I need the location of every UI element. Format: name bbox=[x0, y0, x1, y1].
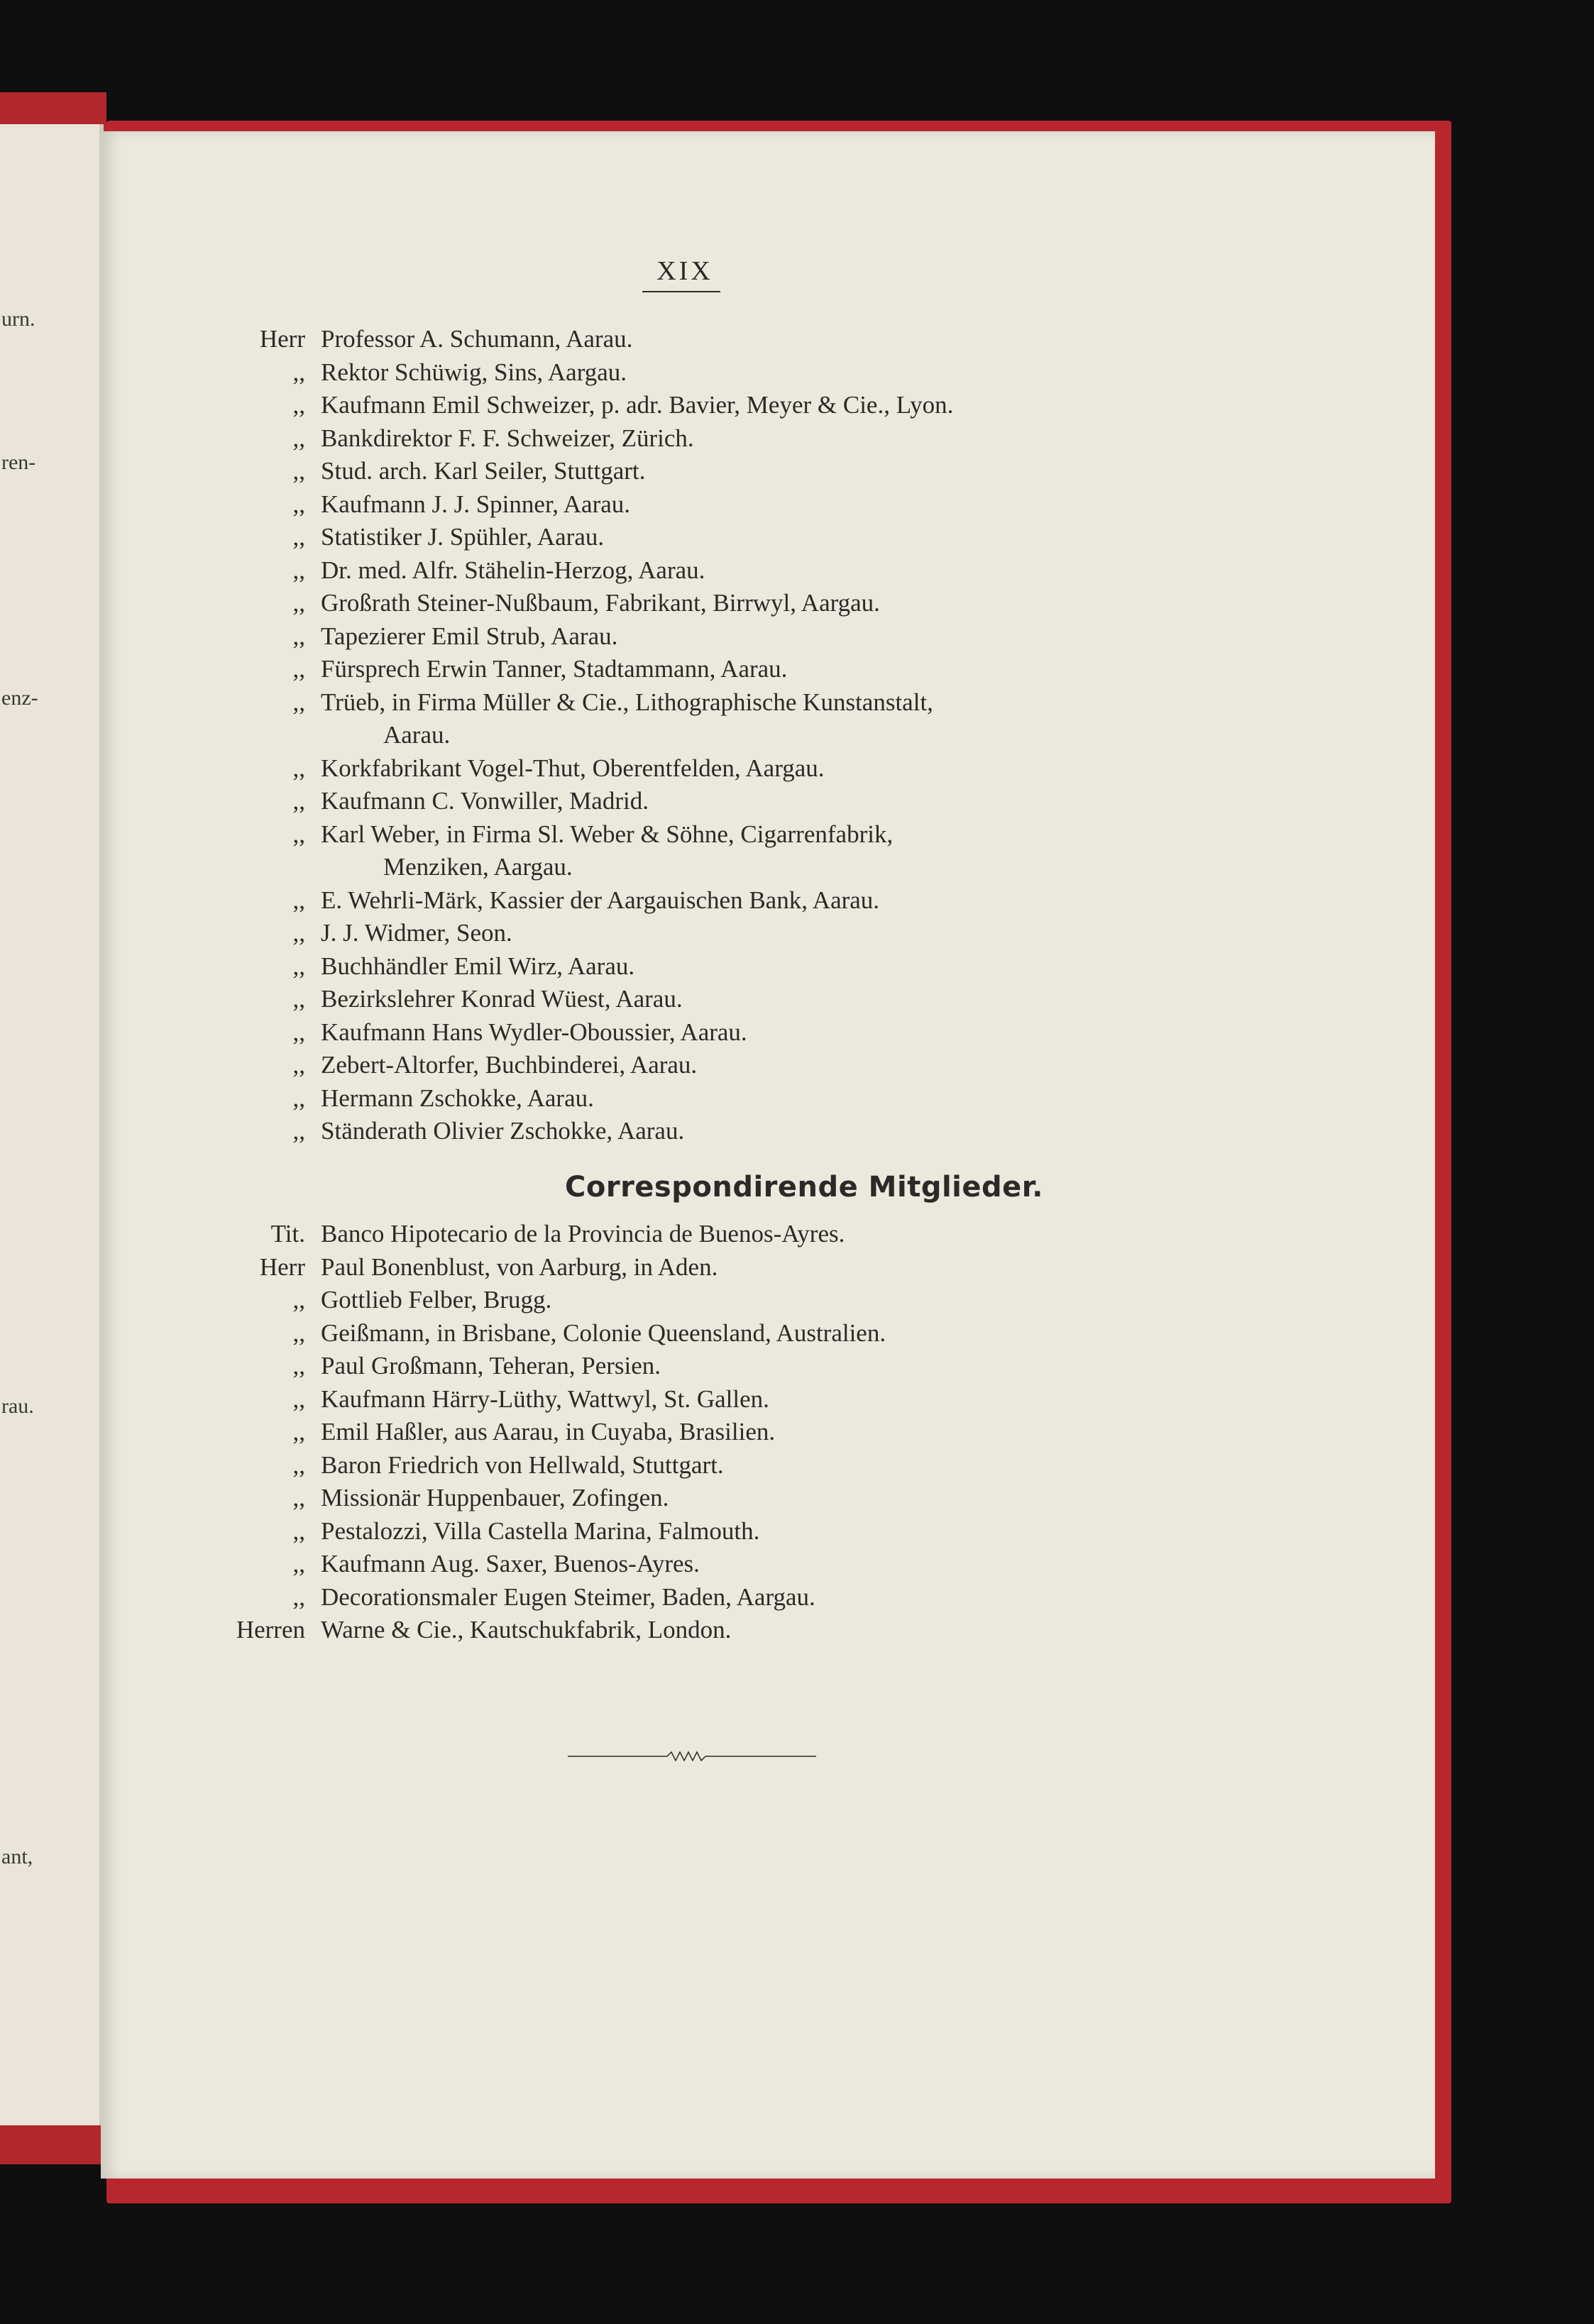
member-entry: Ständerath Olivier Zschokke, Aarau. bbox=[321, 1117, 685, 1145]
list-item bbox=[0, 1284, 1594, 1317]
list-item bbox=[0, 1416, 1594, 1449]
list-item bbox=[0, 851, 1594, 884]
member-entry: Kaufmann J. J. Spinner, Aarau. bbox=[321, 490, 631, 518]
member-entry: Geißmann, in Brisbane, Colonie Queensland, Australien. bbox=[321, 1318, 886, 1347]
members-list bbox=[0, 323, 1594, 1148]
member-title: ,, bbox=[292, 1352, 305, 1379]
member-entry: Decorationsmaler Eugen Steimer, Baden, Aargau. bbox=[321, 1582, 815, 1611]
list-item bbox=[0, 1515, 1594, 1548]
member-entry: E. Wehrli-Märk, Kassier der Aargauischen Bank, Aarau. bbox=[321, 886, 880, 914]
member-entry: Tapezierer Emil Strub, Aarau. bbox=[321, 622, 618, 650]
member-title: ,, bbox=[292, 589, 305, 617]
member-entry: Kaufmann Hans Wydler-Oboussier, Aarau. bbox=[321, 1018, 747, 1046]
member-entry: Stud. arch. Karl Seiler, Stuttgart. bbox=[321, 457, 646, 485]
member-title: ,, bbox=[292, 1516, 305, 1545]
member-title: ,, bbox=[292, 622, 305, 650]
member-entry: Baron Friedrich von Hellwald, Stuttgart. bbox=[321, 1450, 724, 1479]
member-entry: J. J. Widmer, Seon. bbox=[321, 919, 512, 947]
member-entry: Hermann Zschokke, Aarau. bbox=[321, 1084, 594, 1112]
page-number-underline bbox=[642, 291, 720, 292]
member-title: ,, bbox=[292, 1582, 305, 1611]
list-item bbox=[0, 389, 1594, 422]
member-title: ,, bbox=[292, 1450, 305, 1479]
member-entry: Gottlieb Felber, Brugg. bbox=[321, 1286, 552, 1314]
member-title: ,, bbox=[292, 1286, 305, 1314]
list-item bbox=[0, 1581, 1594, 1614]
member-title: ,, bbox=[292, 655, 305, 683]
member-entry: Kaufmann Emil Schweizer, p. adr. Bavier, Meyer & Cie., Lyon. bbox=[321, 391, 954, 419]
member-title: Tit. bbox=[270, 1220, 305, 1248]
member-title: ,, bbox=[292, 820, 305, 848]
member-entry: Korkfabrikant Vogel-Thut, Oberentfelden, Aargau. bbox=[321, 754, 825, 782]
list-item bbox=[0, 1218, 1594, 1251]
member-title: ,, bbox=[292, 424, 305, 452]
list-item bbox=[0, 1016, 1594, 1050]
member-title: ,, bbox=[292, 787, 305, 815]
member-title: ,, bbox=[292, 754, 305, 782]
left-page-fragment: ren- bbox=[1, 451, 36, 474]
member-title: ,, bbox=[292, 556, 305, 584]
member-title: ,, bbox=[292, 1018, 305, 1046]
member-title: ,, bbox=[292, 1051, 305, 1079]
member-title: ,, bbox=[292, 919, 305, 947]
member-title: ,, bbox=[292, 1318, 305, 1347]
member-entry: Kaufmann Aug. Saxer, Buenos-Ayres. bbox=[321, 1550, 700, 1577]
member-entry: Großrath Steiner-Nußbaum, Fabrikant, Birrwyl, Aargau. bbox=[321, 589, 880, 617]
member-entry: Trüeb, in Firma Müller & Cie., Lithographische Kunstanstalt, bbox=[321, 688, 933, 716]
list-item bbox=[0, 686, 1594, 720]
list-item bbox=[0, 1482, 1594, 1515]
list-item bbox=[0, 653, 1594, 686]
list-item bbox=[0, 488, 1594, 522]
list-item bbox=[0, 785, 1594, 818]
list-item bbox=[0, 1049, 1594, 1082]
page-number: XIX bbox=[656, 256, 713, 286]
member-entry: Rektor Schüwig, Sins, Aargau. bbox=[321, 358, 627, 386]
member-title: ,, bbox=[292, 391, 305, 419]
member-entry: Buchhändler Emil Wirz, Aarau. bbox=[321, 952, 635, 980]
member-title: ,, bbox=[292, 457, 305, 485]
list-item bbox=[0, 356, 1594, 390]
list-item bbox=[0, 587, 1594, 620]
member-entry: Professor A. Schumann, Aarau. bbox=[321, 325, 633, 353]
list-item bbox=[0, 1614, 1594, 1647]
list-item bbox=[0, 554, 1594, 588]
left-page-fragment: urn. bbox=[1, 307, 35, 331]
member-title: ,, bbox=[292, 1484, 305, 1511]
member-entry: Zebert-Altorfer, Buchbinderei, Aarau. bbox=[321, 1051, 698, 1079]
member-entry: Kaufmann Härry-Lüthy, Wattwyl, St. Gallen. bbox=[321, 1384, 769, 1413]
member-entry: Emil Haßler, aus Aarau, in Cuyaba, Brasilien. bbox=[321, 1418, 776, 1445]
member-entry: Dr. med. Alfr. Stähelin-Herzog, Aarau. bbox=[321, 556, 705, 584]
list-item bbox=[0, 455, 1594, 488]
list-item bbox=[0, 1350, 1594, 1383]
member-title: Herr bbox=[259, 325, 305, 353]
member-entry: Paul Bonenblust, von Aarburg, in Aden. bbox=[321, 1252, 718, 1281]
list-item bbox=[0, 323, 1594, 356]
member-title: ,, bbox=[292, 490, 305, 518]
member-entry: Banco Hipotecario de la Provincia de Buenos-Ayres. bbox=[321, 1220, 845, 1248]
list-item bbox=[0, 1548, 1594, 1581]
list-item bbox=[0, 422, 1594, 456]
end-ornament bbox=[568, 1746, 816, 1767]
list-item bbox=[0, 752, 1594, 786]
list-item bbox=[0, 1317, 1594, 1350]
member-title: Herr bbox=[259, 1252, 305, 1281]
list-item bbox=[0, 1082, 1594, 1116]
member-entry: Missionär Huppenbauer, Zofingen. bbox=[321, 1484, 669, 1511]
corresponding-members-list bbox=[0, 1218, 1594, 1647]
list-item bbox=[0, 1115, 1594, 1148]
member-entry: Bankdirektor F. F. Schweizer, Zürich. bbox=[321, 424, 694, 452]
member-entry: Karl Weber, in Firma Sl. Weber & Söhne, Cigarrenfabrik, bbox=[321, 820, 894, 848]
member-title: ,, bbox=[292, 985, 305, 1013]
list-item bbox=[0, 1251, 1594, 1284]
left-page-fragment: rau. bbox=[1, 1394, 34, 1418]
member-entry: Statistiker J. Spühler, Aarau. bbox=[321, 523, 605, 551]
member-title: ,, bbox=[292, 358, 305, 386]
section-heading: Correspondirende Mitglieder. bbox=[565, 1171, 1043, 1204]
list-item bbox=[0, 884, 1594, 918]
member-entry: Aarau. bbox=[383, 721, 451, 749]
member-title: ,, bbox=[292, 1117, 305, 1145]
list-item bbox=[0, 950, 1594, 984]
member-title: ,, bbox=[292, 886, 305, 914]
left-page-fragment: ant, bbox=[1, 1845, 33, 1868]
member-entry: Warne & Cie., Kautschukfabrik, London. bbox=[321, 1616, 732, 1643]
member-title: ,, bbox=[292, 1550, 305, 1577]
list-item bbox=[0, 983, 1594, 1016]
list-item bbox=[0, 1383, 1594, 1416]
member-entry: Menziken, Aargau. bbox=[383, 853, 573, 881]
member-title: ,, bbox=[292, 1084, 305, 1112]
member-entry: Paul Großmann, Teheran, Persien. bbox=[321, 1352, 661, 1379]
list-item bbox=[0, 521, 1594, 554]
member-entry: Fürsprech Erwin Tanner, Stadtammann, Aarau. bbox=[321, 655, 788, 683]
member-title: ,, bbox=[292, 523, 305, 551]
list-item bbox=[0, 719, 1594, 752]
member-title: ,, bbox=[292, 688, 305, 716]
member-title: Herren bbox=[236, 1616, 305, 1643]
member-title: ,, bbox=[292, 1384, 305, 1413]
left-page-fragment: enz- bbox=[1, 686, 38, 710]
list-item bbox=[0, 818, 1594, 852]
member-entry: Pestalozzi, Villa Castella Marina, Falmouth. bbox=[321, 1516, 760, 1545]
member-entry: Bezirkslehrer Konrad Wüest, Aarau. bbox=[321, 985, 683, 1013]
member-title: ,, bbox=[292, 1418, 305, 1445]
member-title: ,, bbox=[292, 952, 305, 980]
member-entry: Kaufmann C. Vonwiller, Madrid. bbox=[321, 787, 649, 815]
list-item bbox=[0, 620, 1594, 654]
list-item bbox=[0, 1449, 1594, 1482]
list-item bbox=[0, 917, 1594, 950]
